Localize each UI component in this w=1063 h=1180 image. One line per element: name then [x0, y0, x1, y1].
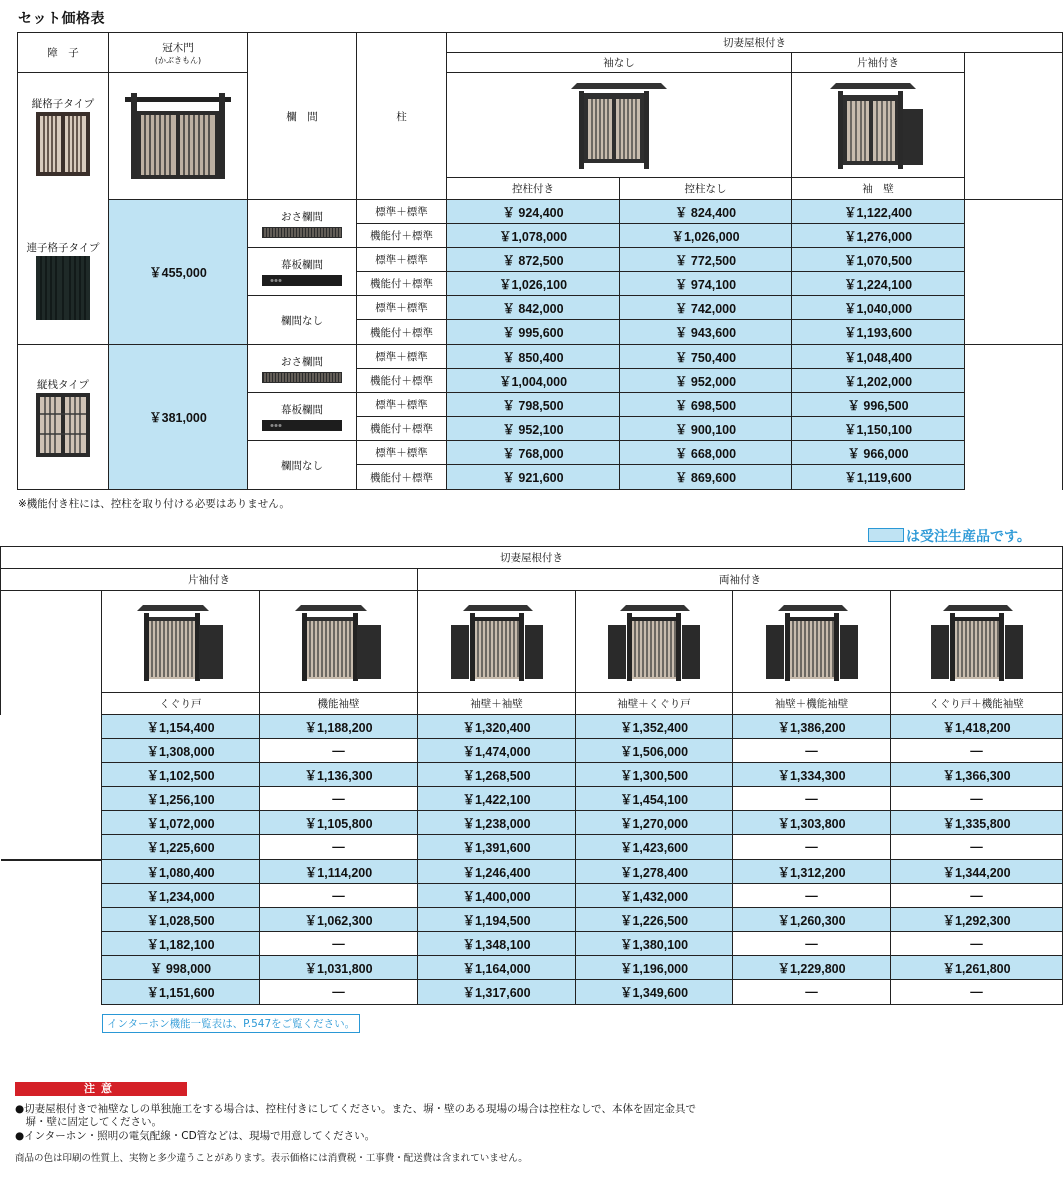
caution-line-3: ●インターホン・照明の電気配線・CD管などは、現場で用意してください。	[15, 1130, 376, 1142]
ramma-cell	[248, 441, 357, 490]
gate-image	[289, 601, 389, 683]
price-cell: ―	[260, 835, 418, 860]
price-row	[1, 763, 1063, 787]
header-sodenashi: 袖なし	[447, 53, 792, 73]
price-cell: ￥1,119,600	[792, 465, 965, 490]
price-cell: ￥1,308,000	[102, 739, 260, 763]
ramma-cell	[248, 393, 357, 441]
price-cell: ―	[260, 739, 418, 763]
shoji-image	[35, 111, 91, 177]
price-cell: ￥1,348,100	[418, 932, 576, 956]
price-cell: ￥ 974,100	[620, 272, 792, 296]
empty-cell	[965, 272, 1063, 296]
price-cell: ￥1,026,100	[447, 272, 620, 296]
price-cell: ―	[891, 980, 1063, 1005]
price-cell: ￥1,164,000	[418, 956, 576, 980]
ramma-image	[262, 420, 342, 431]
type-cell	[18, 345, 109, 490]
extended-price-table	[0, 546, 1063, 1005]
price-cell: ￥1,317,600	[418, 980, 576, 1005]
column-header: 袖壁＋機能袖壁	[733, 693, 891, 715]
price-row	[1, 932, 1063, 956]
pillar-cell: 機能付＋標準	[357, 465, 447, 490]
price-row	[1, 860, 1063, 884]
empty-cell	[965, 441, 1063, 465]
header-kabuki-label: 冠木門	[162, 41, 194, 54]
pillar-cell: 標準＋標準	[357, 441, 447, 465]
price-cell: ￥ 943,600	[620, 320, 792, 345]
pillar-cell: 機能付＋標準	[357, 224, 447, 248]
empty-side-cell	[1, 715, 102, 860]
empty-cell	[965, 465, 1063, 490]
price-cell: ￥1,303,800	[733, 811, 891, 835]
price-row	[1, 884, 1063, 908]
price-row	[18, 200, 1063, 224]
header-ramma: 欄 間	[248, 33, 357, 200]
type-label: 縦桟タイプ	[37, 378, 89, 391]
caution-line-2: 塀・壁に固定してください。	[15, 1116, 162, 1128]
ramma-image	[262, 372, 342, 383]
price-row	[1, 811, 1063, 835]
price-cell: ￥ 996,500	[792, 393, 965, 417]
price-row	[1, 715, 1063, 739]
price-cell: ￥1,238,000	[418, 811, 576, 835]
price-cell: ￥1,260,300	[733, 908, 891, 932]
kabuki-price: ￥381,000	[109, 345, 248, 490]
order-color-swatch	[868, 528, 904, 542]
column-header: 袖壁＋くぐり戸	[576, 693, 733, 715]
price-row	[1, 980, 1063, 1005]
intercom-link[interactable]: インターホン機能一覧表は、P.547をご覧ください。	[102, 1014, 360, 1033]
header-hashira: 柱	[357, 33, 447, 200]
price-cell: ￥1,312,200	[733, 860, 891, 884]
price-cell: ―	[891, 932, 1063, 956]
price-row	[1, 739, 1063, 763]
gate-image	[123, 91, 233, 181]
gate-image-cell	[102, 591, 260, 693]
price-cell: ￥1,418,200	[891, 715, 1063, 739]
price-cell: ￥1,154,400	[102, 715, 260, 739]
gate-image	[447, 601, 547, 683]
empty-cell	[965, 200, 1063, 224]
header-kabuki	[109, 33, 248, 73]
kabuki-price: ￥455,000	[109, 200, 248, 345]
shoji-image	[35, 255, 91, 321]
caution-line-1: ●切妻屋根付きで袖壁なしの単独施工をする場合は、控柱付きにしてください。また、塀・壁のある現場の場合は控柱なしで、本体を固定金具で	[15, 1103, 696, 1115]
ramma-image	[262, 275, 342, 286]
type-label: 連子格子タイプ	[26, 242, 100, 255]
price-cell: ￥1,454,100	[576, 787, 733, 811]
price-cell: ￥1,320,400	[418, 715, 576, 739]
empty-header-cell	[965, 53, 1063, 73]
gate-image	[828, 79, 928, 171]
empty-cell	[965, 345, 1063, 369]
gate-image	[927, 601, 1027, 683]
header-shoji: 障 子	[18, 33, 109, 73]
gate-image-cell-sodenashi	[447, 73, 792, 178]
price-cell: ￥1,224,100	[792, 272, 965, 296]
price-cell: ―	[891, 787, 1063, 811]
price-cell: ￥1,225,600	[102, 835, 260, 860]
price-cell: ￥1,188,200	[260, 715, 418, 739]
price-cell: ￥1,335,800	[891, 811, 1063, 835]
ramma-cell	[248, 200, 357, 248]
price-cell: ￥1,366,300	[891, 763, 1063, 787]
price-cell: ￥1,432,000	[576, 884, 733, 908]
ramma-label: おさ欄間	[281, 356, 323, 368]
price-row	[1, 787, 1063, 811]
ramma-label: 幕板欄間	[281, 259, 323, 271]
price-cell: ―	[891, 739, 1063, 763]
header-katasode: 片袖付き	[792, 53, 965, 73]
price-cell: ￥1,151,600	[102, 980, 260, 1005]
price-cell: ￥1,048,400	[792, 345, 965, 369]
empty-cell	[965, 369, 1063, 393]
price-cell: ￥ 698,500	[620, 393, 792, 417]
set-price-table	[17, 32, 1063, 490]
price-cell: ￥ 872,500	[447, 248, 620, 272]
price-cell: ￥1,072,000	[102, 811, 260, 835]
empty-cell	[965, 417, 1063, 441]
price-cell: ―	[260, 980, 418, 1005]
price-cell: ￥1,193,600	[792, 320, 965, 345]
price-cell: ―	[260, 884, 418, 908]
price-cell: ￥ 850,400	[447, 345, 620, 369]
price-cell: ￥1,229,800	[733, 956, 891, 980]
price-cell: ￥ 842,000	[447, 296, 620, 320]
type-cell	[18, 200, 109, 345]
price-cell: ￥ 995,600	[447, 320, 620, 345]
gate-image-cell	[733, 591, 891, 693]
gate-image	[131, 601, 231, 683]
ramma-image	[262, 227, 342, 238]
pillar-cell: 標準＋標準	[357, 200, 447, 224]
price-cell: ￥1,078,000	[447, 224, 620, 248]
price-cell: ￥ 952,000	[620, 369, 792, 393]
price-cell: ￥1,028,500	[102, 908, 260, 932]
price-cell: ―	[733, 739, 891, 763]
gate-image-cell	[891, 591, 1063, 693]
price-cell: ￥1,278,400	[576, 860, 733, 884]
price-cell: ―	[733, 835, 891, 860]
price-cell: ￥1,276,000	[792, 224, 965, 248]
empty-cell	[965, 248, 1063, 272]
price-cell: ―	[733, 980, 891, 1005]
gate-image-cell-katasode	[792, 73, 965, 178]
gate-image	[762, 601, 862, 683]
price-cell: ―	[891, 884, 1063, 908]
pillar-cell: 機能付＋標準	[357, 417, 447, 441]
price-cell: ￥1,261,800	[891, 956, 1063, 980]
price-cell: ￥1,422,100	[418, 787, 576, 811]
price-cell: ￥1,474,000	[418, 739, 576, 763]
column-header: 機能袖壁	[260, 693, 418, 715]
price-cell: ―	[891, 835, 1063, 860]
ramma-label: おさ欄間	[281, 211, 323, 223]
pillar-cell: 機能付＋標準	[357, 272, 447, 296]
empty-cell	[965, 296, 1063, 320]
ramma-cell	[248, 296, 357, 345]
pillar-cell: 機能付＋標準	[357, 369, 447, 393]
gate-image	[604, 601, 704, 683]
type-cell-tategoshi	[18, 73, 109, 200]
pillar-cell: 標準＋標準	[357, 345, 447, 369]
price-cell: ￥1,380,100	[576, 932, 733, 956]
price-cell: ―	[260, 787, 418, 811]
column-header: くぐり戸	[102, 693, 260, 715]
note-kinoutsuki: ※機能付き柱には、控柱を取り付ける必要はありません。	[18, 498, 290, 510]
price-cell: ￥ 824,400	[620, 200, 792, 224]
column-header: くぐり戸＋機能袖壁	[891, 693, 1063, 715]
price-cell: ￥1,136,300	[260, 763, 418, 787]
empty-cell	[965, 320, 1063, 345]
price-cell: ￥1,400,000	[418, 884, 576, 908]
price-cell: ￥1,246,400	[418, 860, 576, 884]
kabuki-image-cell	[109, 73, 248, 200]
price-cell: ￥1,196,000	[576, 956, 733, 980]
empty-corner-cell	[1, 591, 102, 715]
price-cell: ￥1,070,500	[792, 248, 965, 272]
price-row	[18, 345, 1063, 369]
empty-cell	[965, 393, 1063, 417]
order-badge-text: は受注生産品です。	[906, 529, 1031, 545]
price-cell: ￥1,194,500	[418, 908, 576, 932]
price-row	[1, 956, 1063, 980]
empty-cell	[965, 224, 1063, 248]
price-cell: ―	[733, 787, 891, 811]
price-cell: ￥1,256,100	[102, 787, 260, 811]
price-cell: ￥1,344,200	[891, 860, 1063, 884]
gate-image-cell	[418, 591, 576, 693]
header-kirizuma: 切妻屋根付き	[447, 33, 1063, 53]
column-header: 袖壁＋袖壁	[418, 693, 576, 715]
empty-side-cell	[1, 860, 102, 1005]
pillar-cell: 標準＋標準	[357, 393, 447, 417]
price-cell: ￥1,182,100	[102, 932, 260, 956]
ramma-label: 欄間なし	[281, 314, 323, 327]
price-cell: ￥ 772,500	[620, 248, 792, 272]
price-cell: ￥1,062,300	[260, 908, 418, 932]
ramma-cell	[248, 345, 357, 393]
header-ryosode: 両袖付き	[418, 569, 1063, 591]
price-cell: ￥1,300,500	[576, 763, 733, 787]
header-kirizuma: 切妻屋根付き	[1, 547, 1063, 569]
page-title: セット価格表	[18, 11, 105, 27]
price-cell: ￥1,386,200	[733, 715, 891, 739]
price-cell: ￥1,234,000	[102, 884, 260, 908]
price-cell: ―	[733, 932, 891, 956]
ramma-label: 欄間なし	[281, 459, 323, 472]
price-cell: ￥1,040,000	[792, 296, 965, 320]
header-hikae-nashi: 控柱なし	[620, 178, 792, 200]
price-row	[1, 908, 1063, 932]
price-cell: ￥ 750,400	[620, 345, 792, 369]
price-cell: ￥1,150,100	[792, 417, 965, 441]
gate-image-cell	[576, 591, 733, 693]
price-cell: ￥ 998,000	[102, 956, 260, 980]
price-cell: ￥1,352,400	[576, 715, 733, 739]
order-badge	[868, 526, 1031, 546]
price-cell: ￥ 952,100	[447, 417, 620, 441]
pillar-cell: 標準＋標準	[357, 248, 447, 272]
gate-image-cell	[260, 591, 418, 693]
price-cell: ￥ 668,000	[620, 441, 792, 465]
price-cell: ￥1,391,600	[418, 835, 576, 860]
price-cell: ￥ 798,500	[447, 393, 620, 417]
price-cell: ￥1,102,500	[102, 763, 260, 787]
price-cell: ￥ 768,000	[447, 441, 620, 465]
header-hikae-ari: 控柱付き	[447, 178, 620, 200]
price-cell: ￥1,334,300	[733, 763, 891, 787]
price-cell: ―	[733, 884, 891, 908]
price-cell: ￥ 742,000	[620, 296, 792, 320]
price-cell: ￥1,105,800	[260, 811, 418, 835]
pillar-cell: 機能付＋標準	[357, 320, 447, 345]
price-cell: ￥1,202,000	[792, 369, 965, 393]
price-cell: ￥1,268,500	[418, 763, 576, 787]
price-row	[1, 835, 1063, 860]
empty-header-cell	[965, 178, 1063, 200]
gate-image	[569, 79, 669, 171]
ramma-label: 幕板欄間	[281, 404, 323, 416]
price-cell: ￥1,080,400	[102, 860, 260, 884]
price-cell: ￥1,423,600	[576, 835, 733, 860]
price-cell: ￥1,292,300	[891, 908, 1063, 932]
caution-heading: 注意	[15, 1082, 187, 1096]
price-cell: ￥ 966,000	[792, 441, 965, 465]
price-cell: ￥ 900,100	[620, 417, 792, 441]
footer-disclaimer: 商品の色は印刷の性質上、実物と多少違うことがあります。表示価格には消費税・工事費・配送費は含まれていません。	[15, 1153, 528, 1164]
header-katasode: 片袖付き	[1, 569, 418, 591]
empty-header-cell	[965, 73, 1063, 178]
price-cell: ￥1,349,600	[576, 980, 733, 1005]
header-sodekabe: 袖 壁	[792, 178, 965, 200]
price-cell: ￥1,122,400	[792, 200, 965, 224]
price-cell: ￥1,270,000	[576, 811, 733, 835]
shoji-image	[35, 392, 91, 458]
price-cell: ￥1,004,000	[447, 369, 620, 393]
ramma-cell	[248, 248, 357, 296]
price-cell: ￥1,226,500	[576, 908, 733, 932]
type1-label: 縦格子タイプ	[31, 97, 95, 110]
price-cell: ―	[260, 932, 418, 956]
pillar-cell: 標準＋標準	[357, 296, 447, 320]
price-cell: ￥ 924,400	[447, 200, 620, 224]
price-cell: ￥1,506,000	[576, 739, 733, 763]
price-cell: ￥1,031,800	[260, 956, 418, 980]
price-cell: ￥1,026,000	[620, 224, 792, 248]
header-kabuki-sub: (かぶきもん)	[154, 55, 202, 65]
price-cell: ￥ 921,600	[447, 465, 620, 490]
price-cell: ￥ 869,600	[620, 465, 792, 490]
price-cell: ￥1,114,200	[260, 860, 418, 884]
